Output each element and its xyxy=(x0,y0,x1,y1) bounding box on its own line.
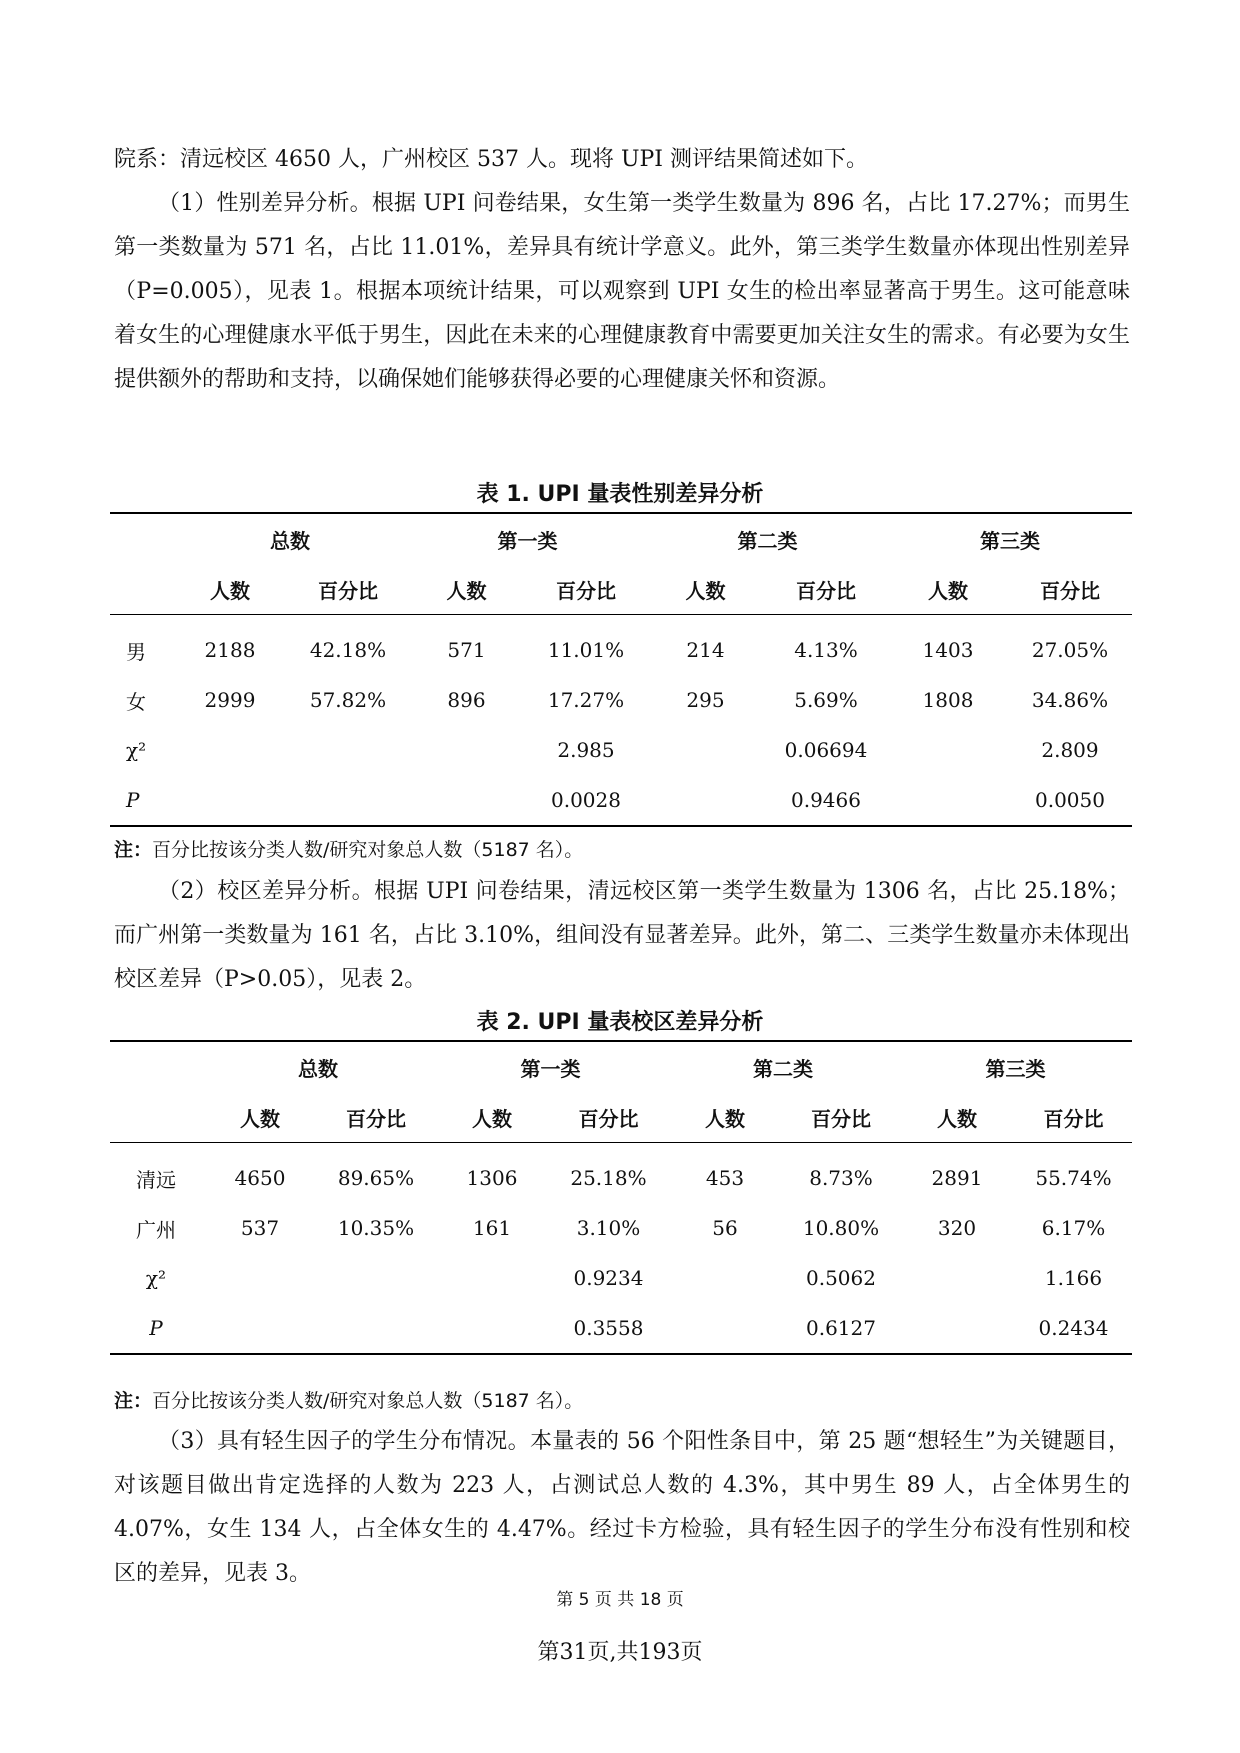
table-cell: 0.6127 xyxy=(783,1303,899,1354)
table-cell: 10.80% xyxy=(802,1216,880,1240)
table-cell: 0.0050 xyxy=(1008,775,1132,826)
table1-group-header: 第一类 xyxy=(408,513,647,564)
table1-group-header: 总数 xyxy=(172,513,408,564)
table2-corner xyxy=(110,1092,202,1143)
table-cell: 42.18% xyxy=(309,638,387,662)
note-prefix: 注： xyxy=(114,839,153,861)
table-cell: 0.3558 xyxy=(550,1303,667,1354)
table-cell: 1306 xyxy=(466,1166,518,1190)
table-row xyxy=(110,1203,1132,1253)
table2-corner xyxy=(110,1041,202,1092)
intro-paragraph: 院系：清远校区 4650 人，广州校区 537 人。现将 UPI 测评结果简述如下。 xyxy=(114,147,868,172)
table-cell: 2999 xyxy=(204,688,256,712)
table-cell: 17.27% xyxy=(547,688,625,712)
chi-square-label: χ² xyxy=(145,1266,167,1290)
table2-group-header: 第二类 xyxy=(667,1041,899,1092)
table2-subheader: 人数 xyxy=(899,1092,1015,1143)
table-cell: 537 xyxy=(240,1216,280,1240)
table-row xyxy=(110,775,1132,826)
table-cell: 0.9466 xyxy=(764,775,888,826)
table-cell: 89.65% xyxy=(337,1166,415,1190)
table-row xyxy=(110,1253,1132,1303)
table1-caption: 表 1. UPI 量表性别差异分析 xyxy=(476,482,764,507)
table2-subheader: 百分比 xyxy=(1015,1092,1132,1143)
table1-corner xyxy=(110,513,172,564)
table2-group-header: 第三类 xyxy=(899,1041,1132,1092)
table-cell: 4650 xyxy=(234,1166,286,1190)
table2-subheader: 百分比 xyxy=(550,1092,667,1143)
table2-group-header: 第一类 xyxy=(434,1041,667,1092)
table2-subheader: 百分比 xyxy=(783,1092,899,1143)
table-cell: 0.9234 xyxy=(573,1266,644,1290)
table1-subheader: 百分比 xyxy=(1008,564,1132,615)
table-cell: 27.05% xyxy=(1031,638,1109,662)
table-cell: 8.73% xyxy=(809,1166,873,1190)
table2-subheader: 人数 xyxy=(667,1092,783,1143)
table2-subheader: 人数 xyxy=(434,1092,550,1143)
table-cell: 56 xyxy=(712,1216,738,1240)
table-cell: 2891 xyxy=(931,1166,983,1190)
note-text: 百分比按该分类人数/研究对象总人数（5187 名）。 xyxy=(152,1390,584,1412)
table-cell: 0.5062 xyxy=(806,1266,876,1290)
table-cell: 10.35% xyxy=(337,1216,415,1240)
table2-campus-analysis xyxy=(110,1040,1132,1355)
gender-analysis-paragraph: （1）性别差异分析。根据 UPI 问卷结果，女生第一类学生数量为 896 名，占比 17.27%；而男生第一类数量为 571 名，占比 11.01%，差异具有统计学意义。此外，第三类学生数量亦体现出性别差异（P=0.005），见表 1。根据本项统计结果，可以观察到 UPI 女生的检出率显著高于男生。这可能意味着女生的心理健康水平低于男生，因此在未来的心理健康教育中需要更加关注女生的需求。有必要为女生提供额外的帮助和支持，以确保她们能够获得必要的心理健康关怀和资源。 xyxy=(114,191,1131,392)
table1-subheader: 人数 xyxy=(408,564,525,615)
table-row xyxy=(110,675,1132,725)
p-value-label: P xyxy=(110,1303,202,1354)
table-cell: 1.166 xyxy=(1044,1266,1103,1290)
row-label: 女 xyxy=(126,689,146,714)
table1-subheader: 百分比 xyxy=(288,564,408,615)
table-cell: 34.86% xyxy=(1031,688,1109,712)
table-cell: 25.18% xyxy=(570,1166,647,1190)
table1-group-header: 第三类 xyxy=(888,513,1132,564)
table-cell: 161 xyxy=(472,1216,512,1240)
table-cell: 0.2434 xyxy=(1015,1303,1132,1354)
table-cell: 571 xyxy=(447,638,486,662)
table-cell: 1808 xyxy=(922,688,974,712)
table-cell: 6.17% xyxy=(1041,1216,1106,1240)
table-cell: 3.10% xyxy=(576,1216,641,1240)
table-row xyxy=(110,725,1132,775)
table1-gender-analysis xyxy=(110,512,1132,827)
table2-note xyxy=(114,1386,583,1416)
note-prefix: 注： xyxy=(114,1390,153,1412)
table-cell: 320 xyxy=(937,1216,977,1240)
outer-page-number: 第31页,共193页 xyxy=(537,1640,703,1665)
row-label: 清远 xyxy=(136,1167,176,1192)
table1-corner xyxy=(110,564,172,615)
campus-analysis-paragraph: （2）校区差异分析。根据 UPI 问卷结果，清远校区第一类学生数量为 1306 名，占比 25.18%；而广州第一类数量为 161 名，占比 3.10%，组间没有显著差异。此外，第二、三类学生数量亦未体现出校区差异（P>0.05），见表 2。 xyxy=(114,879,1130,992)
table-cell: 4.13% xyxy=(794,638,858,662)
table-cell: 0.06694 xyxy=(784,738,868,762)
table-cell: 295 xyxy=(686,688,725,712)
note-text: 百分比按该分类人数/研究对象总人数（5187 名）。 xyxy=(152,839,584,861)
table1-subheader: 百分比 xyxy=(764,564,888,615)
table1-subheader: 百分比 xyxy=(525,564,647,615)
chi-square-label: χ² xyxy=(126,738,147,762)
table1-subheader: 人数 xyxy=(172,564,288,615)
table-cell: 2.985 xyxy=(557,738,615,762)
table1-subheader: 人数 xyxy=(647,564,764,615)
table-cell: 55.74% xyxy=(1035,1166,1112,1190)
table-cell: 0.0028 xyxy=(525,775,647,826)
table-cell: 1403 xyxy=(922,638,974,662)
table2-subheader: 人数 xyxy=(202,1092,318,1143)
table-row xyxy=(110,1153,1132,1203)
table1-note xyxy=(114,835,583,865)
table-cell: 896 xyxy=(447,688,486,712)
suicide-factor-paragraph: （3）具有轻生因子的学生分布情况。本量表的 56 个阳性条目中，第 25 题“想轻生”为关键题目，对该题目做出肯定选择的人数为 223 人，占测试总人数的 4.3%，其中男生 89 人，占全体男生的 4.07%，女生 134 人，占全体女生的 4.47%。经过卡方检验，具有轻生因子的学生分布没有性别和校区的差异，见表 3。 xyxy=(114,1429,1130,1586)
table2-caption: 表 2. UPI 量表校区差异分析 xyxy=(476,1010,764,1035)
table2-subheader: 百分比 xyxy=(318,1092,434,1143)
inner-page-number: 第 5 页 共 18 页 xyxy=(556,1590,684,1610)
table-cell: 11.01% xyxy=(547,638,625,662)
table-cell: 5.69% xyxy=(794,688,858,712)
row-label: 广州 xyxy=(136,1217,176,1242)
table-row xyxy=(110,1303,1132,1354)
table-cell: 57.82% xyxy=(309,688,387,712)
row-label: 男 xyxy=(126,639,146,664)
table-row xyxy=(110,625,1132,675)
table-cell: 2188 xyxy=(204,638,256,662)
table1-group-header: 第二类 xyxy=(647,513,888,564)
table-cell: 453 xyxy=(705,1166,745,1190)
table-cell: 2.809 xyxy=(1041,738,1099,762)
table-cell: 214 xyxy=(686,638,725,662)
table1-subheader: 人数 xyxy=(888,564,1008,615)
p-value-label: P xyxy=(110,775,172,826)
table2-group-header: 总数 xyxy=(202,1041,434,1092)
